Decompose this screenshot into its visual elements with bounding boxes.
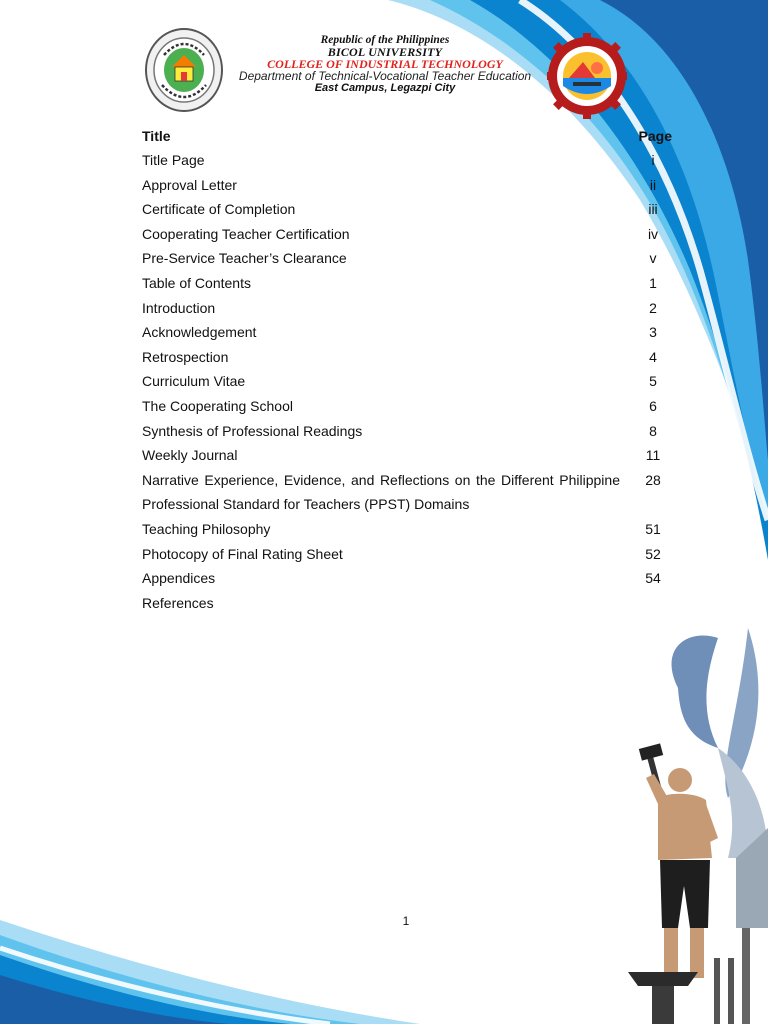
toc-entry: [142, 566, 672, 591]
toc-entry-title: Title Page: [142, 152, 205, 168]
toc-entry-page: iv: [647, 225, 659, 242]
toc-entry: [142, 419, 672, 444]
toc-entry: [142, 468, 672, 517]
toc-entry-title: Cooperating Teacher Certification: [142, 225, 350, 242]
toc-entry-title: The Cooperating School: [142, 397, 293, 414]
toc-entry-page: 6: [649, 397, 657, 414]
letterhead-republic: Republic of the Philippines: [320, 34, 450, 46]
toc-entry-title: Approval Letter: [142, 176, 237, 193]
toc-entry: [142, 246, 672, 271]
toc-entry-page: 4: [649, 348, 657, 365]
toc-entry: [142, 345, 672, 370]
table-of-contents: [142, 124, 672, 615]
toc-entry-page: 51: [645, 520, 661, 537]
toc-header-title: Title: [142, 128, 171, 144]
toc-header: [142, 124, 672, 148]
bicol-university-seal: [144, 27, 224, 113]
toc-entry-title: Introduction: [142, 299, 216, 316]
toc-entry-title: Photocopy of Final Rating Sheet: [142, 545, 343, 562]
toc-entry-page: [634, 591, 672, 616]
toc-entry-title: Retrospection: [142, 348, 229, 365]
letterhead-campus: East Campus, Legazpi City: [314, 82, 456, 94]
toc-entry: [142, 271, 672, 296]
toc-entry: [142, 369, 672, 394]
toc-entry: [142, 591, 672, 616]
letterhead-university: BICOL UNIVERSITY: [327, 45, 443, 59]
toc-entry-page: i: [651, 152, 655, 168]
toc-entry: [142, 517, 672, 542]
toc-entry-page: 1: [649, 274, 657, 291]
toc-entry-title: Appendices: [142, 570, 216, 587]
toc-entry-page: 28: [645, 471, 661, 488]
toc-header-page: Page: [638, 128, 672, 144]
toc-entry: [142, 320, 672, 345]
toc-entry: [142, 222, 672, 247]
toc-entry-page: iii: [648, 201, 658, 218]
toc-entry-title: Certificate of Completion: [142, 201, 296, 218]
toc-entry-page: 8: [649, 422, 657, 439]
toc-entry-title: Table of Contents: [142, 274, 251, 291]
toc-entry-page: v: [649, 250, 657, 267]
toc-entry-page: ii: [649, 176, 657, 193]
toc-entry-page: 11: [645, 447, 661, 464]
toc-entry-title: Synthesis of Professional Readings: [142, 422, 363, 439]
toc-entry-page: 5: [649, 373, 657, 390]
letterhead: [230, 34, 540, 94]
blacksmith-statue-image: [618, 628, 768, 1024]
page-number: 1: [402, 914, 410, 928]
toc-entry: [142, 197, 672, 222]
toc-entry-page: 54: [645, 570, 661, 587]
letterhead-department: Department of Technical-Vocational Teacher Education: [238, 69, 532, 83]
toc-entry-title: Curriculum Vitae: [142, 373, 246, 390]
toc-entry: [142, 542, 672, 567]
toc-entry-title: References: [142, 594, 214, 611]
toc-entry: [142, 443, 672, 468]
toc-entry: [142, 296, 672, 321]
toc-entry-page: 52: [645, 545, 661, 562]
toc-entry: [142, 148, 672, 173]
toc-entry-title: Pre-Service Teacher’s Clearance: [142, 250, 347, 267]
toc-entry-page: 3: [649, 324, 657, 341]
toc-entry-title: Acknowledgement: [142, 324, 257, 341]
toc-entry-title: Narrative Experience, Evidence, and Reflections on the Different Philippine Professional Standard for Teachers (PPST) Domains: [142, 471, 620, 513]
college-of-industrial-technology-seal: [547, 33, 627, 119]
letterhead-college: COLLEGE OF INDUSTRIAL TECHNOLOGY: [267, 57, 503, 71]
toc-entry: [142, 394, 672, 419]
toc-entry-title: Teaching Philosophy: [142, 520, 271, 537]
toc-entry: [142, 173, 672, 198]
toc-entry-title: Weekly Journal: [142, 447, 238, 464]
toc-entry-page: 2: [649, 299, 657, 316]
